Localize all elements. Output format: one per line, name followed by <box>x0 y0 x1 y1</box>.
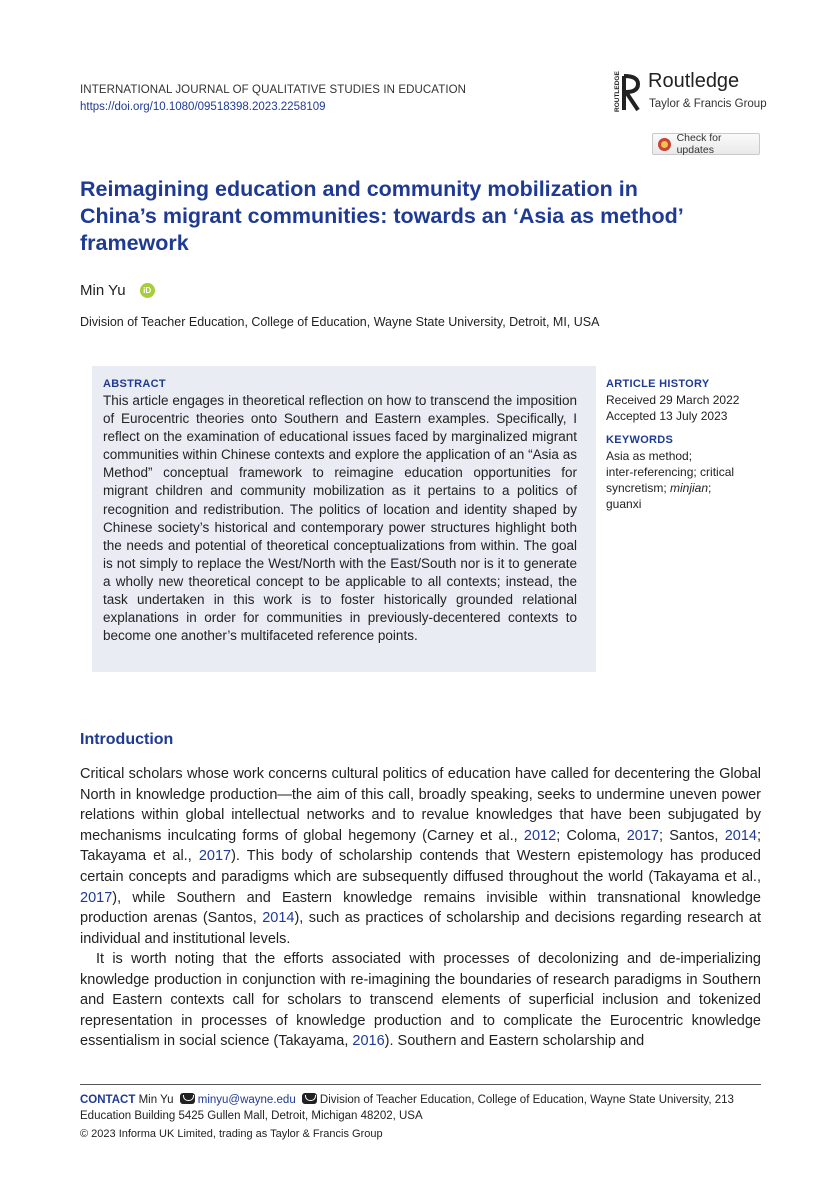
paragraph-text: ; Santos, <box>658 827 725 844</box>
journal-name: INTERNATIONAL JOURNAL OF QUALITATIVE STUDIES IN EDUCATION <box>80 84 467 96</box>
citation-link[interactable]: 2017 <box>626 827 659 844</box>
contact-address: Division of Teacher Education, College of Education, Wayne State University, 213 Education Building 5425 Gullen Mall, Detroit, Michigan 48202, USA <box>80 1094 734 1122</box>
abstract-box <box>92 366 596 672</box>
paragraph-text: ; Coloma, <box>556 827 627 844</box>
check-for-updates-button[interactable] <box>652 133 760 155</box>
routledge-logo-icon <box>612 70 642 114</box>
paragraph-text: ), such as practices of scholarship and decisions regarding research at individual and institutional levels. <box>80 910 761 947</box>
publisher-name: Routledge <box>648 70 740 92</box>
keyword-line-text: syncretism; minjian; <box>606 481 712 495</box>
mail-address-icon <box>302 1093 317 1104</box>
email-link[interactable]: minyu@wayne.edu <box>197 1094 296 1106</box>
publisher-logo[interactable] <box>612 70 772 118</box>
keyword-line: Asia as method; <box>606 449 693 463</box>
abstract-heading: ABSTRACT <box>103 378 166 390</box>
keyword-italic: minjian <box>670 481 709 495</box>
abstract-text: This article engages in theoretical reflection on how to transcend the imposition of Eurocentric theories onto Southern and Eastern examples. Specifically, I reflect on the examination of educational issues faced by marginalized migrant communities within Chinese contexts and explore the application of an “Asia as Method” conceptual framework to reimagine education opportunities for migrant children and community mobilization as it pertains to a politics of recognition and redistribution. The politics of location and identity shaped by Chinese society’s historical and contemporary power structures highlight both the needs and potential of theoretical conceptualizations from within. The goal is not simply to replace the West/North with the East/South nor is it to generate a wholly new theoretical concept to be applicable to all contexts; instead, the task undertaken in this work is to foster historically grounded relational explanations in order for communities in previously-decentered contexts to become one another’s multifaceted reference points. <box>103 393 577 644</box>
email-icon <box>180 1093 195 1104</box>
footer-divider <box>80 1084 761 1085</box>
author-affiliation: Division of Teacher Education, College of Education, Wayne State University, Detroit, MI, USA <box>80 315 600 329</box>
doi-link[interactable]: https://doi.org/10.1080/09518398.2023.2258109 <box>80 101 326 113</box>
citation-link[interactable]: 2016 <box>352 1033 385 1050</box>
orcid-icon[interactable]: iD <box>140 283 155 298</box>
paragraph-text: ). This body of scholarship contends that Western epistemology has produced certain concepts and paradigms which are subsequently diffused throughout the world (Takayama et al., <box>80 848 761 885</box>
crossmark-icon <box>658 138 671 151</box>
logo-vertical-text: ROUTLEDGE <box>614 71 621 112</box>
article-title: Reimagining education and community mobilization in China’s migrant communities: towards an ‘Asia as method’ framework <box>80 177 683 255</box>
keyword-line: inter-referencing; critical <box>606 465 735 479</box>
keyword-line <box>606 481 711 495</box>
citation-link[interactable]: 2014 <box>262 910 295 927</box>
accepted-date: Accepted 13 July 2023 <box>606 409 728 423</box>
paragraph-text: ), while Southern and Eastern knowledge remains invisible within transnational knowledge production arenas (Santos, <box>80 889 761 927</box>
body-paragraph <box>80 949 761 1052</box>
keyword-line: guanxi <box>606 497 642 511</box>
citation-link[interactable]: 2017 <box>80 889 113 906</box>
paragraph-text: It is worth noting that the efforts associated with processes of decolonizing and de-imperializing knowledge production in conjunction with re-imagining the boundaries of research paradigms in Southern and Eastern contexts call for scholars to transcend elements of superficial inclusion and tokenized representation in processes of knowledge production and to complicate the Eurocentric knowledge essentialism in social science (Takayama, <box>80 951 761 1050</box>
citation-link[interactable]: 2017 <box>198 848 232 865</box>
received-date: Received 29 March 2022 <box>606 393 740 407</box>
body-paragraph <box>80 764 761 949</box>
contact-name: Min Yu <box>138 1094 174 1106</box>
copyright-notice: © 2023 Informa UK Limited, trading as Taylor & Francis Group <box>80 1128 383 1140</box>
author-name[interactable]: Min Yu <box>80 282 126 299</box>
paragraph-text: ). Southern and Eastern scholarship and <box>384 1033 645 1050</box>
article-history-heading: ARTICLE HISTORY <box>606 378 710 390</box>
citation-link[interactable]: 2014 <box>724 827 757 844</box>
section-heading-introduction: Introduction <box>80 731 174 748</box>
author-line <box>80 282 155 299</box>
check-for-updates-label: Check for updates <box>676 132 722 156</box>
contact-block <box>80 1092 761 1124</box>
publisher-group: Taylor & Francis Group <box>649 98 767 110</box>
citation-link[interactable]: 2012 <box>523 827 557 844</box>
contact-label: CONTACT <box>80 1094 136 1106</box>
paragraph-text: ; Takayama et al., <box>80 827 761 865</box>
keywords-heading: KEYWORDS <box>606 434 674 446</box>
paragraph-text: Critical scholars whose work concerns cultural politics of education have called for decentering the Global North in knowledge production—the aim of this call, broadly speaking, seeks to undermine uneven power relations within global intellectual networks and to revalue knowledges that have been subjugated by mechanisms inculcating forms of global hegemony (Carney et al., <box>80 766 761 844</box>
